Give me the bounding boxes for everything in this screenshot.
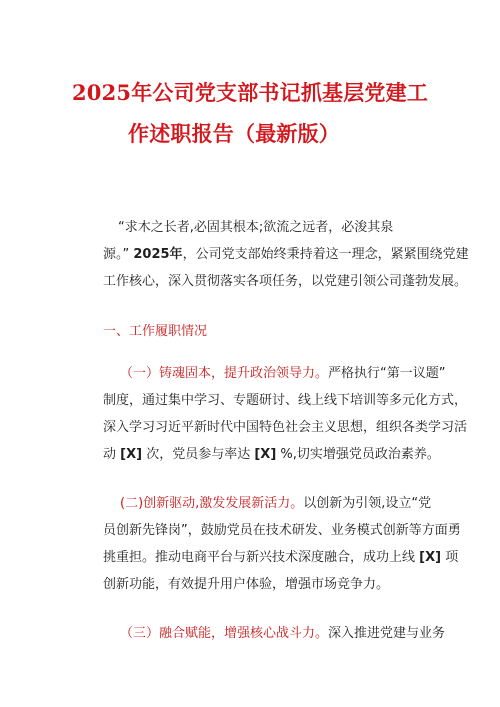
p2-placeholder-count: [X] xyxy=(419,550,442,565)
p1-line-3: 深入学习习近平新时代中国特色社会主义思想，组织各类学习活 xyxy=(103,420,468,435)
p1-placeholder-count: [X] xyxy=(120,447,143,462)
p2-line-3-a: 挑重担。推动电商平台与新兴技术深度融合，成功上线 xyxy=(103,550,416,565)
section-heading-1: 一、工作履职情况 xyxy=(103,324,208,339)
intro-line-2 xyxy=(103,247,469,263)
p1-line-4 xyxy=(103,447,440,463)
p1-line-4-a: 动 xyxy=(103,447,117,462)
document-title-line-2: 作述职报告（最新版） xyxy=(128,121,340,146)
intro-line-2-c: ，公司党支部始终秉持着这一理念，紧紧围绕党建 xyxy=(182,247,469,262)
intro-line-3: 工作核心，深入贯彻落实各项任务，以党建引领公司蓬勃发展。 xyxy=(103,274,468,289)
p1-placeholder-rate: [X] xyxy=(254,447,277,462)
p1-heading: （一）铸魂固本，提升政治领导力。 xyxy=(120,366,329,381)
p2-line-3-c: 项 xyxy=(445,550,459,565)
intro-line-2-a: 源。” xyxy=(103,247,134,262)
intro-year: 2025年 xyxy=(133,247,183,262)
document-title-line-1: 2025年公司党支部书记抓基层党建工 xyxy=(71,80,429,105)
p1-line-1-rest: 严格执行“第一议题” xyxy=(328,366,446,381)
p3-line-1-rest: 深入推进党建与业务 xyxy=(328,626,446,641)
p2-heading: (二)创新驱动,激发发展新活力。 xyxy=(120,496,304,511)
p1-line-2: 制度，通过集中学习、专题研讨、线上线下培训等多元化方式， xyxy=(103,393,468,408)
p2-line-1-rest: 以创新为引领,设立“党 xyxy=(303,496,432,511)
p1-line-4-c: 次，党员参与率达 xyxy=(146,447,251,462)
intro-line-1: “求木之长者,必固其根本;欲流之远者，必浚其泉 xyxy=(118,220,394,235)
p3-heading: （三）融合赋能，增强核心战斗力。 xyxy=(120,626,329,641)
p1-line-1 xyxy=(120,366,446,382)
p2-line-2: 员创新先锋岗”，鼓励党员在技术研发、业务模式创新等方面勇 xyxy=(103,523,461,538)
p2-line-4: 创新功能，有效提升用户体验，增强市场竞争力。 xyxy=(103,577,390,592)
p2-line-1 xyxy=(120,496,431,512)
p3-line-1 xyxy=(120,626,445,642)
p2-line-3 xyxy=(103,550,458,566)
p1-line-4-e: %,切实增强党员政治素养。 xyxy=(280,447,440,462)
